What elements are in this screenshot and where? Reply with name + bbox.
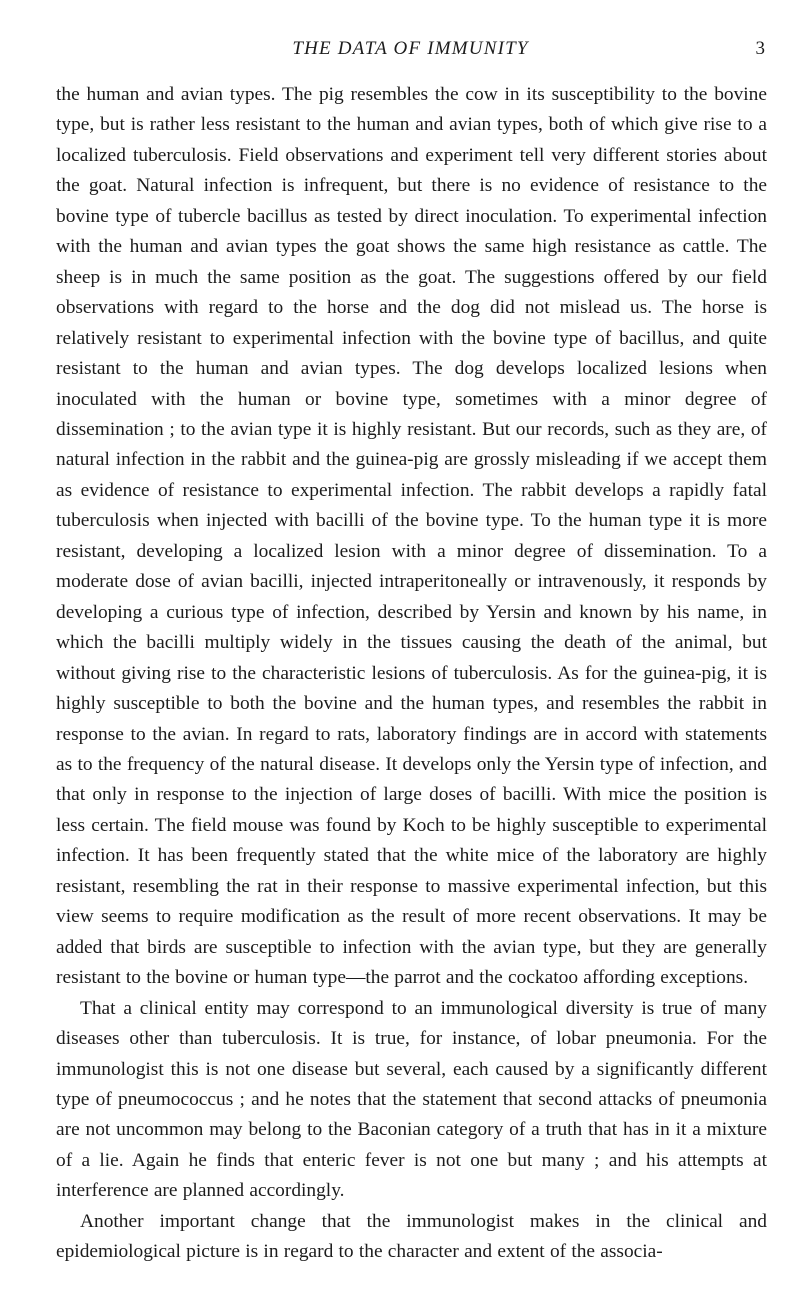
running-head: [56, 38, 765, 68]
body-text: [56, 80, 767, 1268]
page-number: 3: [755, 38, 765, 59]
paragraph-another-change: Another important change that the immunologist makes in the clinical and epidemiological picture is in regard to the character and extent of the associa-: [56, 1210, 767, 1263]
paragraph-clinical-entity: That a clinical entity may correspond to an immunological diversity is true of many diseases other than tuberculosis. It is true, for instance, of lobar pneumonia. For the immunologist this is not one disease but several, each caused by a significantly different type of pneumococcus ; and he notes that the statement that second attacks of pneumonia are not uncommon may belong to the Baconian category of a truth that has in it a mixture of a lie. Again he finds that enteric fever is not one but many ; and his attempts at interference are planned accordingly.: [56, 997, 767, 1202]
paragraph-continued: the human and avian types. The pig resembles the cow in its susceptibility to the bovine type, but is rather less resistant to the human and avian types, both of which give rise to a localized tuberculosis. Field observations and experiment tell very different stories about the goat. Natural infection is infrequent, but there is no evidence of resistance to the bovine type of tubercle bacillus as tested by direct inoculation. To experimental infection with the human and avian types the goat shows the same high resistance as cattle. The sheep is in much the same position as the goat. The suggestions offered by our field observations with regard to the horse and the dog did not mislead us. The horse is relatively resistant to experimental infection with the bovine type of bacillus, and quite resistant to the human and avian types. The dog develops localized lesions when inoculated with the human or bovine type, sometimes with a minor degree of dissemination ; to the avian type it is highly resistant. But our records, such as they are, of natural infection in the rabbit and the guinea-pig are grossly misleading if we accept them as evidence of resistance to experimental infection. The rabbit develops a rapidly fatal tuberculosis when injected with bacilli of the bovine type. To the human type it is more resistant, developing a localized lesion with a minor degree of dissemination. To a moderate dose of avian bacilli, injected intraperitoneally or intravenously, it responds by developing a curious type of infection, described by Yersin and known by his name, in which the bacilli multiply widely in the tissues causing the death of the animal, but without giving rise to the characteristic lesions of tuberculosis. As for the guinea-pig, it is highly susceptible to both the bovine and the human types, and resembles the rabbit in response to the avian. In regard to rats, laboratory findings are in accord with statements as to the frequency of the natural disease. It develops only the Yersin type of infection, and that only in response to the injection of large doses of bacilli. With mice the position is less certain. The field mouse was found by Koch to be highly susceptible to experimental infection. It has been frequently stated that the white mice of the laboratory are highly resistant, resembling the rat in their response to massive experimental infection, but this view seems to require modification as the result of more recent observations. It may be added that birds are susceptible to infection with the avian type, but they are generally resistant to the bovine or human type—the parrot and the cockatoo affording exceptions.: [56, 84, 767, 989]
running-title: THE DATA OF IMMUNITY: [292, 38, 529, 59]
